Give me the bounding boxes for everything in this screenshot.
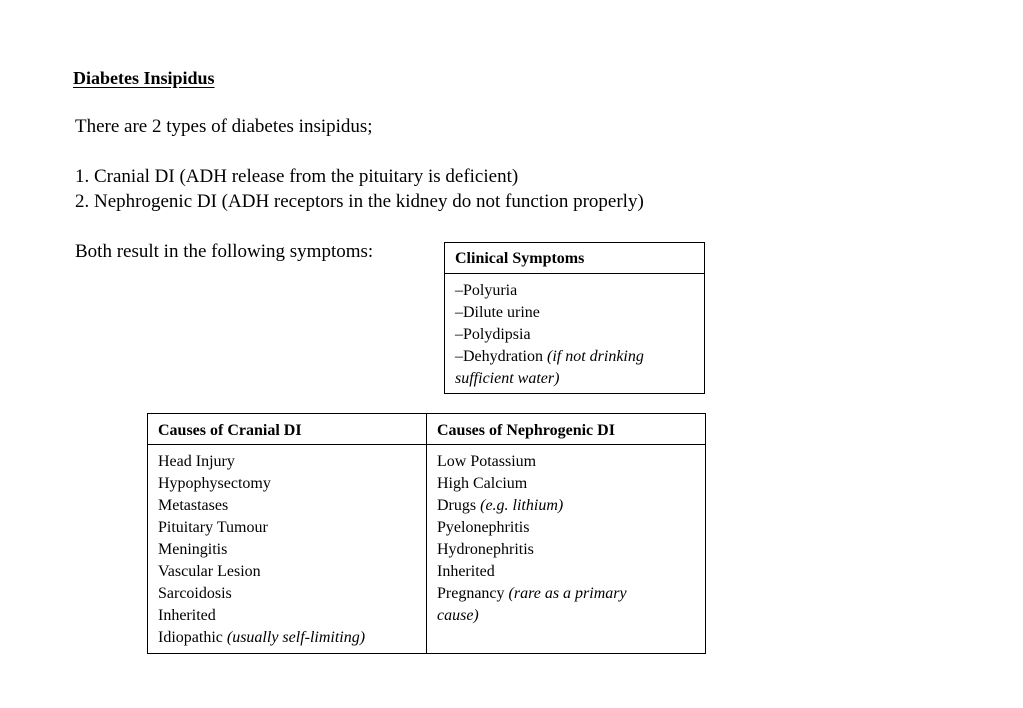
nephrogenic-causes-column bbox=[427, 414, 705, 653]
type-cranial-text: 1. Cranial DI (ADH release from the pituitary is deficient) bbox=[75, 166, 519, 187]
list-item: Hydronephritis bbox=[437, 541, 534, 558]
cranial-causes-header: Causes of Cranial DI bbox=[148, 414, 426, 445]
list-item: High Calcium bbox=[437, 475, 528, 492]
causes-table bbox=[147, 413, 706, 654]
clinical-symptoms-table bbox=[444, 242, 705, 394]
list-item: –Dehydration (if not drinking bbox=[455, 348, 644, 365]
list-item: sufficient water) bbox=[455, 370, 560, 387]
list-item: –Polydipsia bbox=[455, 326, 531, 343]
list-item: –Polyuria bbox=[455, 282, 518, 299]
list-item: Inherited bbox=[158, 607, 216, 624]
list-item: Idiopathic (usually self-limiting) bbox=[158, 629, 366, 646]
list-item: Pituitary Tumour bbox=[158, 519, 268, 536]
list-item: Head Injury bbox=[158, 453, 235, 470]
clinical-symptoms-header: Clinical Symptoms bbox=[445, 243, 704, 274]
cranial-causes-list bbox=[148, 445, 426, 649]
list-item: Sarcoidosis bbox=[158, 585, 232, 602]
nephrogenic-causes-header: Causes of Nephrogenic DI bbox=[427, 414, 705, 445]
page-title: Diabetes Insipidus bbox=[73, 68, 215, 88]
list-item: Drugs (e.g. lithium) bbox=[437, 497, 564, 514]
intro-text: There are 2 types of diabetes insipidus; bbox=[75, 116, 373, 137]
list-item: Pyelonephritis bbox=[437, 519, 530, 536]
list-item: Meningitis bbox=[158, 541, 228, 558]
list-item: Pregnancy (rare as a primary bbox=[437, 585, 627, 602]
list-item: Metastases bbox=[158, 497, 229, 514]
nephrogenic-causes-list bbox=[427, 445, 705, 627]
clinical-symptoms-list bbox=[445, 274, 704, 390]
list-item: –Dilute urine bbox=[455, 304, 540, 321]
list-item: Vascular Lesion bbox=[158, 563, 261, 580]
type-nephrogenic-text: 2. Nephrogenic DI (ADH receptors in the kidney do not function properly) bbox=[75, 191, 644, 212]
list-item: cause) bbox=[437, 607, 479, 624]
list-item: Low Potassium bbox=[437, 453, 537, 470]
list-item: Inherited bbox=[437, 563, 495, 580]
cranial-causes-column bbox=[148, 414, 427, 653]
symptoms-intro-text: Both result in the following symptoms: bbox=[75, 241, 374, 262]
list-item: Hypophysectomy bbox=[158, 475, 271, 492]
